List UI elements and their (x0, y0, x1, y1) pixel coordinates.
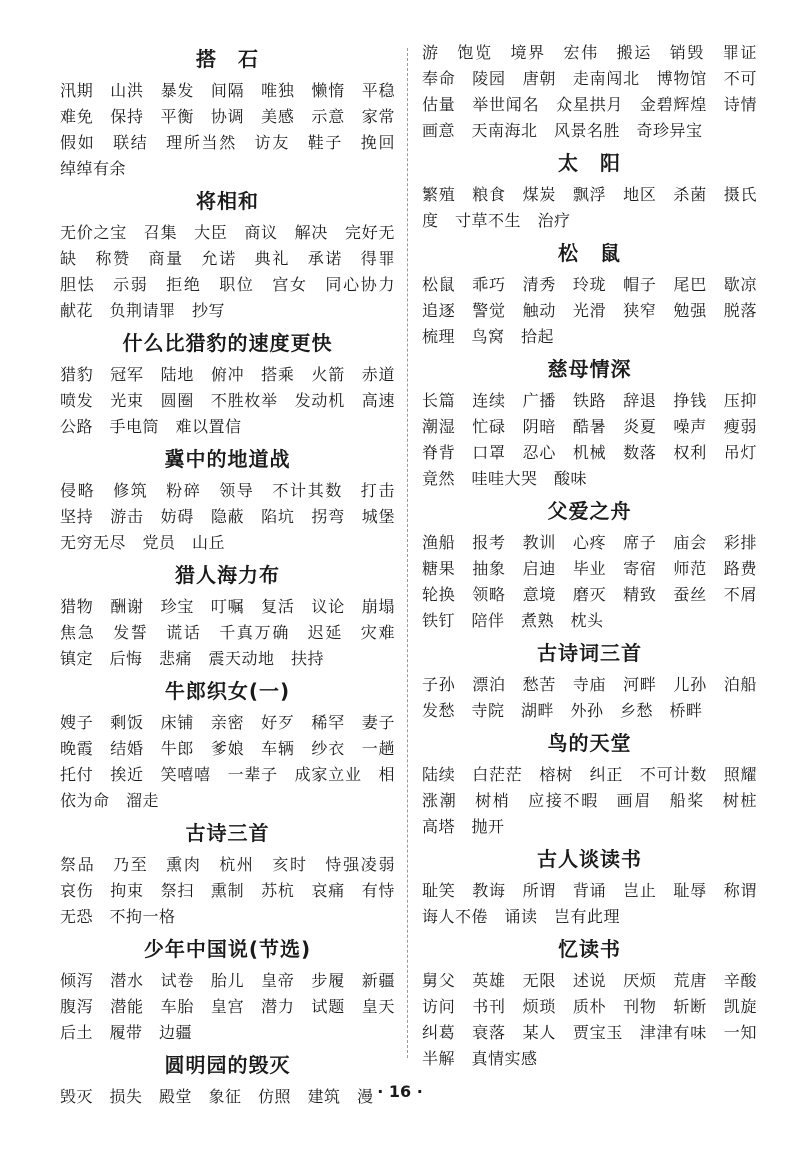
lesson-block (422, 354, 774, 492)
lesson-title: 太 阳 (558, 151, 621, 175)
word-list: 长篇 连续 广播 铁路 辞退 挣钱 压抑 潮湿 忙碌 阴暗 酷暑 炎夏 噪声 瘦弱 脊背 口罩 忍心 机械 数落 权利 吊灯 竟然 哇哇大哭 酸味 (422, 391, 774, 488)
lesson-block (422, 238, 774, 350)
word-list: 毁灭 损失 殿堂 象征 仿照 建筑 漫 (60, 1087, 374, 1106)
lesson-title: 慈母情深 (547, 357, 632, 381)
lesson-block (60, 818, 412, 930)
word-list: 汛期 山洪 暴发 间隔 唯独 懒惰 平稳 难免 保持 平衡 协调 美感 示意 家常 假如 联结 理所当然 访友 鞋子 挽回 绰绰有余 (60, 81, 412, 178)
word-list: 繁殖 粮食 煤炭 飘浮 地区 杀菌 摄氏度 寸草不生 治疗 (422, 185, 757, 230)
lesson-title: 古诗词三首 (537, 641, 642, 665)
word-list: 嫂子 剩饭 床铺 亲密 好歹 稀罕 妻子 晚霞 结婚 牛郎 爹娘 车辆 纱衣 一趟 托付 挨近 笑嘻嘻 一辈子 成家立业 相依为命 溜走 (60, 713, 412, 810)
lesson-title: 搭 石 (196, 47, 259, 71)
lesson-title: 圆明园的毁灭 (164, 1053, 291, 1077)
lesson-block (422, 148, 757, 234)
word-list: 陆续 白茫茫 榕树 纠正 不可计数 照耀 涨潮 树梢 应接不暇 画眉 船桨 树桩 高塔 抛开 (422, 765, 774, 836)
word-list: 渔船 报考 教训 心疼 席子 庙会 彩排 糖果 抽象 启迪 毕业 寄宿 师范 路费 轮换 领略 意境 磨灭 精致 蚕丝 不屑 铁钉 陪伴 煮熟 枕头 (422, 533, 774, 630)
word-list: 无价之宝 召集 大臣 商议 解决 完好无缺 称赞 商量 允诺 典礼 承诺 得罪 胆怯 示弱 拒绝 职位 宫女 同心协力 献花 负荆请罪 抄写 (60, 223, 412, 320)
page-number: · 16 · (377, 1082, 423, 1101)
lesson-block (60, 1050, 395, 1110)
lesson-block (422, 638, 774, 724)
lesson-block (422, 844, 774, 930)
word-list: 游 饱览 境界 宏伟 搬运 销毁 罪证 奉命 陵园 唐朝 走南闯北 博物馆 不可估量 举世闻名 众星拱月 金碧辉煌 诗情画意 天南海北 风景名胜 奇珍异宝 (422, 43, 774, 140)
lesson-title: 鸟的天堂 (547, 731, 632, 755)
word-list: 侵略 修筑 粉碎 领导 不计其数 打击 坚持 游击 妨碍 隐蔽 陷坑 拐弯 城堡 无穷无尽 党员 山丘 (60, 481, 412, 552)
lesson-block (60, 560, 412, 672)
lesson-title: 冀中的地道战 (164, 447, 291, 471)
lesson-block-continued (422, 40, 774, 144)
lesson-title: 父爱之舟 (547, 499, 632, 523)
lesson-title: 什么比猎豹的速度更快 (122, 331, 333, 355)
lesson-title: 猎人海力布 (175, 563, 280, 587)
word-list: 舅父 英雄 无限 述说 厌烦 荒唐 辛酸 访问 书刊 烦琐 质朴 刊物 斩断 凯旋 纠葛 衰落 某人 贾宝玉 津津有味 一知半解 真情实感 (422, 971, 774, 1068)
lesson-block (422, 934, 774, 1072)
word-list: 耻笑 教诲 所谓 背诵 岂止 耻辱 称谓 诲人不倦 诵读 岂有此理 (422, 881, 774, 926)
lesson-title: 古诗三首 (185, 821, 270, 845)
lesson-block (60, 934, 412, 1046)
lesson-title: 牛郎织女(一) (164, 679, 291, 703)
lesson-title: 忆读书 (558, 937, 621, 961)
word-list: 猎物 酬谢 珍宝 叮嘱 复活 议论 崩塌 焦急 发誓 谎话 千真万确 迟延 灾难 镇定 后悔 悲痛 震天动地 扶持 (60, 597, 412, 668)
word-list: 松鼠 乖巧 清秀 玲珑 帽子 尾巴 歇凉 追逐 警觉 触动 光滑 狭窄 勉强 脱落 梳理 鸟窝 拾起 (422, 275, 774, 346)
lesson-title: 少年中国说(节选) (143, 937, 312, 961)
lesson-title: 古人谈读书 (537, 847, 642, 871)
lesson-block (422, 496, 774, 634)
lesson-block (60, 186, 412, 324)
right-column (422, 40, 774, 1072)
lesson-block (60, 44, 412, 182)
lesson-block (60, 328, 412, 440)
lesson-title: 将相和 (196, 189, 259, 213)
lesson-block (60, 444, 412, 556)
lesson-title: 松 鼠 (558, 241, 621, 265)
word-list: 祭品 乃至 熏肉 杭州 亥时 恃强凌弱 哀伤 拘束 祭扫 熏制 苏杭 哀痛 有恃无恐 不拘一格 (60, 855, 412, 926)
column-divider (407, 48, 408, 1058)
lesson-block (422, 728, 774, 840)
word-list: 猎豹 冠军 陆地 俯冲 搭乘 火箭 赤道 喷发 光束 圆圈 不胜枚举 发动机 高速公路 手电筒 难以置信 (60, 365, 412, 436)
lesson-block (60, 676, 412, 814)
word-list: 倾泻 潜水 试卷 胎儿 皇帝 步履 新疆 腹泻 潜能 车胎 皇宫 潜力 试题 皇天后土 履带 边疆 (60, 971, 412, 1042)
word-list: 子孙 漂泊 愁苦 寺庙 河畔 儿孙 泊船 发愁 寺院 湖畔 外孙 乡愁 桥畔 (422, 675, 774, 720)
